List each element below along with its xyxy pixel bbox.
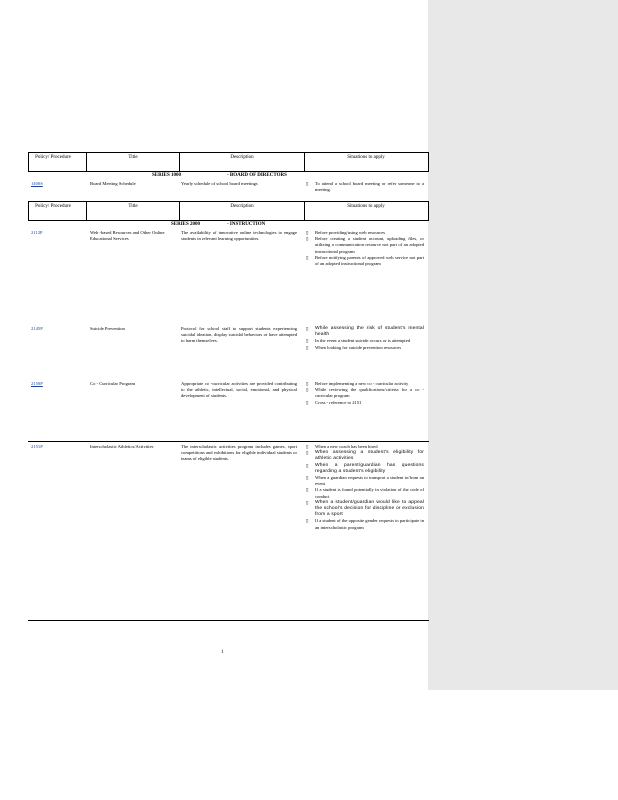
row-situations: ▯ To attend a school board meeting or refer someone to a meeting. [306, 181, 424, 193]
table-row [28, 326, 429, 381]
row-situations: ▯ When a new coach has been hired ▯ When assessing a student's eligibility for athletic activities ▯ When a parent/guardian has questions regarding a student's eligibility ▯ When a guardian requests to transport a student to/from an event ▯ If a student is found potentially in violation of the code of conduct ▯ When a student/guardian would like to appeal the school's decision for discipline or exclusion from a sport ▯ If a student of the opposite gender requests to participate in an interscholastic program [306, 444, 424, 530]
table-row [28, 381, 429, 441]
series-heading [28, 172, 429, 181]
page-number: 1 [221, 650, 224, 655]
series-name: - INSTRUCTION [227, 222, 266, 227]
row-description: The availability of innovative online technologies to engage students in relevant learning opportunities. [181, 230, 297, 242]
policy-link[interactable]: 1400S [31, 181, 43, 186]
table-row [28, 230, 429, 326]
row-title: Co - Curricular Program [90, 381, 136, 386]
row-title: Board Meeting Schedule [90, 181, 136, 186]
policy-link[interactable]: 2112P [31, 230, 43, 235]
policy-table [28, 152, 429, 621]
policy-link[interactable]: 2150P [31, 381, 43, 386]
header-description: Description [230, 204, 254, 209]
row-title: Web -based Resources and Other Online Educational Services [90, 230, 165, 242]
comment-pane [428, 0, 618, 690]
series-name: - BOARD OF DIRECTORS [227, 173, 287, 178]
policy-link[interactable]: 2151P [31, 444, 43, 449]
header-title: Title [128, 204, 138, 209]
row-description: Yearly schedule of school board meetings [181, 181, 258, 186]
series-heading [28, 221, 429, 230]
header-policy: Policy/ Procedure [35, 204, 71, 209]
series-number: SERIES 2000 [171, 222, 201, 227]
row-description: The interscholastic activities program includes games, sport competitions and exhibitions for eligible individual students or teams of eligible students. [181, 444, 297, 462]
header-description: Description [230, 155, 254, 160]
row-situations: ▯ Before providing/using web resources ▯ Before creating a student account, uploading files, or utilizing a communication resource not part of an adopted instructional program ▯ Before notifying parents of approved web service not part of an adopted instructional program [306, 230, 424, 267]
row-description: Appropriate co -curricular activities are provided contributing to the athletic, intellectual, social, emotional, and physical development of students. [181, 381, 297, 399]
row-situations: ▯ Before implementing a new co - curricular activity ▯ While reviewing the qualifications/criteria for a co - curricular program ▯ Cross - reference to 2151 [306, 381, 424, 405]
table-header [28, 152, 429, 172]
table-header [28, 201, 429, 221]
row-title: Suicide Prevention [90, 326, 125, 331]
row-situations: ▯ While assessing the risk of student's mental health ▯ In the event a student suicide occurs or is attempted ▯ When looking for suicide prevention resources [306, 326, 424, 350]
header-situations: Situations to apply [347, 204, 385, 209]
series-number: SERIES 1000 [152, 173, 182, 178]
table-row [28, 441, 429, 620]
row-description: Protocol for school staff to support students experiencing suicidal ideation, display suicidal behaviors or have attempted to harm themselves. [181, 326, 297, 344]
header-policy: Policy/ Procedure [35, 155, 71, 160]
row-title: Interscholastic Athletics/Activities [90, 444, 154, 449]
policy-link[interactable]: 2145P [31, 326, 43, 331]
header-situations: Situations to apply [347, 155, 385, 160]
header-title: Title [128, 155, 138, 160]
table-row [28, 181, 429, 201]
